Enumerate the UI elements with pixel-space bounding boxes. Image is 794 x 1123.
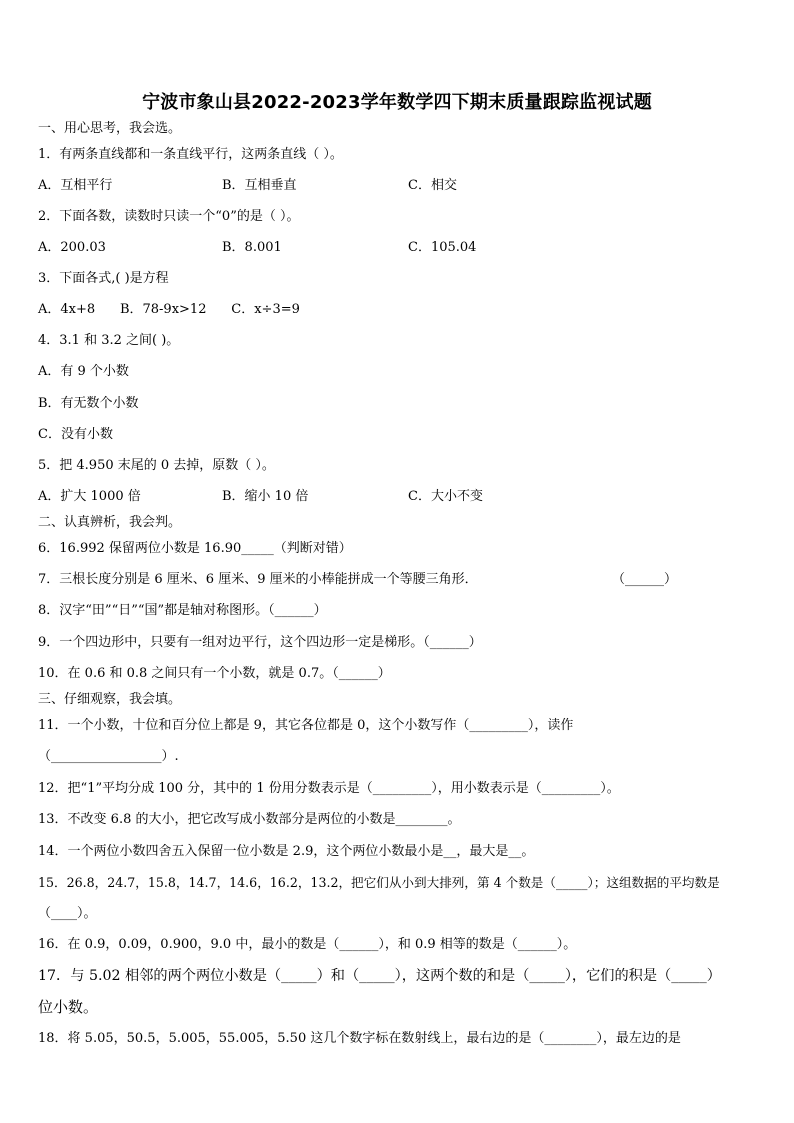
question-3: 3．下面各式,( )是方程 <box>38 271 169 286</box>
question-8: 8．汉字“田”“日”“国”都是轴对称图形。（______） <box>38 603 327 618</box>
q4-option-c: C．没有小数 <box>38 427 113 442</box>
q1-option-c: C．相交 <box>408 178 457 193</box>
section-3-heading: 三、仔细观察，我会填。 <box>38 692 182 707</box>
question-9: 9．一个四边形中，只要有一组对边平行，这个四边形一定是梯形。（______） <box>38 635 482 650</box>
q5-option-a: A．扩大 1000 倍 <box>38 489 141 504</box>
question-15-line-1: 15．26.8，24.7，15.8，14.7，14.6，16.2，13.2，把它们从小到大排列，第 4 个数是（_____）；这组数据的平均数是 <box>38 875 720 890</box>
question-15-line-2: （____）。 <box>38 906 97 921</box>
q4-option-b: B．有无数个小数 <box>38 396 139 411</box>
q2-option-a: A．200.03 <box>38 240 106 255</box>
question-7: 7．三根长度分别是 6 厘米、6 厘米、9 厘米的小棒能拼成一个等腰三角形． <box>38 572 478 587</box>
question-14: 14．一个两位小数四舍五入保留一位小数是 2.9，这个两位小数最小是__，最大是__。 <box>38 844 535 859</box>
question-11-line-2: （_________________）. <box>38 749 179 764</box>
q1-option-b: B．互相垂直 <box>222 178 297 193</box>
question-18: 18．将 5.05，50.5，5.005，55.005，5.50 这几个数字标在数射线上，最右边的是（________），最左边的是 <box>38 1031 681 1046</box>
question-6: 6．16.992 保留两位小数是 16.90_____（判断对错） <box>38 541 352 556</box>
q5-option-b: B．缩小 10 倍 <box>222 489 309 504</box>
question-11-line-1: 11．一个小数，十位和百分位上都是 9，其它各位都是 0，这个小数写作（_________），读作 <box>38 718 574 733</box>
question-1: 1．有两条直线都和一条直线平行，这两条直线（ ）。 <box>38 147 343 162</box>
q7-answer-blank: （______） <box>612 572 678 587</box>
question-10: 10．在 0.6 和 0.8 之间只有一个小数，就是 0.7。（______） <box>38 666 391 681</box>
question-16: 16．在 0.9，0.09，0.900，9.0 中，最小的数是（______），和 0.9 相等的数是（______）。 <box>38 937 577 952</box>
question-13: 13．不改变 6.8 的大小，把它改写成小数部分是两位的小数是________。 <box>38 812 461 827</box>
q2-option-b: B．8.001 <box>222 240 282 255</box>
question-4: 4．3.1 和 3.2 之间( )。 <box>38 333 180 348</box>
page-title: 宁波市象山县2022-2023学年数学四下期末质量跟踪监视试题 <box>142 92 652 113</box>
section-2-heading: 二、认真辨析，我会判。 <box>38 515 182 530</box>
question-17-line-2: 位小数。 <box>38 998 99 1016</box>
q2-option-c: C．105.04 <box>408 240 477 255</box>
section-1-heading: 一、用心思考，我会选。 <box>38 121 182 136</box>
q5-option-c: C．大小不变 <box>408 489 483 504</box>
q3-options: A．4x+8 B．78-9x>12 C．x÷3=9 <box>38 302 300 317</box>
question-5: 5．把 4.950 末尾的 0 去掉，原数（ ）。 <box>38 458 275 473</box>
q1-option-a: A．互相平行 <box>38 178 113 193</box>
question-17-line-1: 17．与 5.02 相邻的两个两位小数是（_____）和（_____），这两个数的和是（_____），它们的积是（_____） <box>38 968 721 984</box>
question-12: 12．把“1”平均分成 100 分，其中的 1 份用分数表示是（_________），用小数表示是（_________）。 <box>38 781 620 796</box>
question-2: 2．下面各数，读数时只读一个“0”的是（ ）。 <box>38 209 300 224</box>
q4-option-a: A．有 9 个小数 <box>38 364 129 379</box>
